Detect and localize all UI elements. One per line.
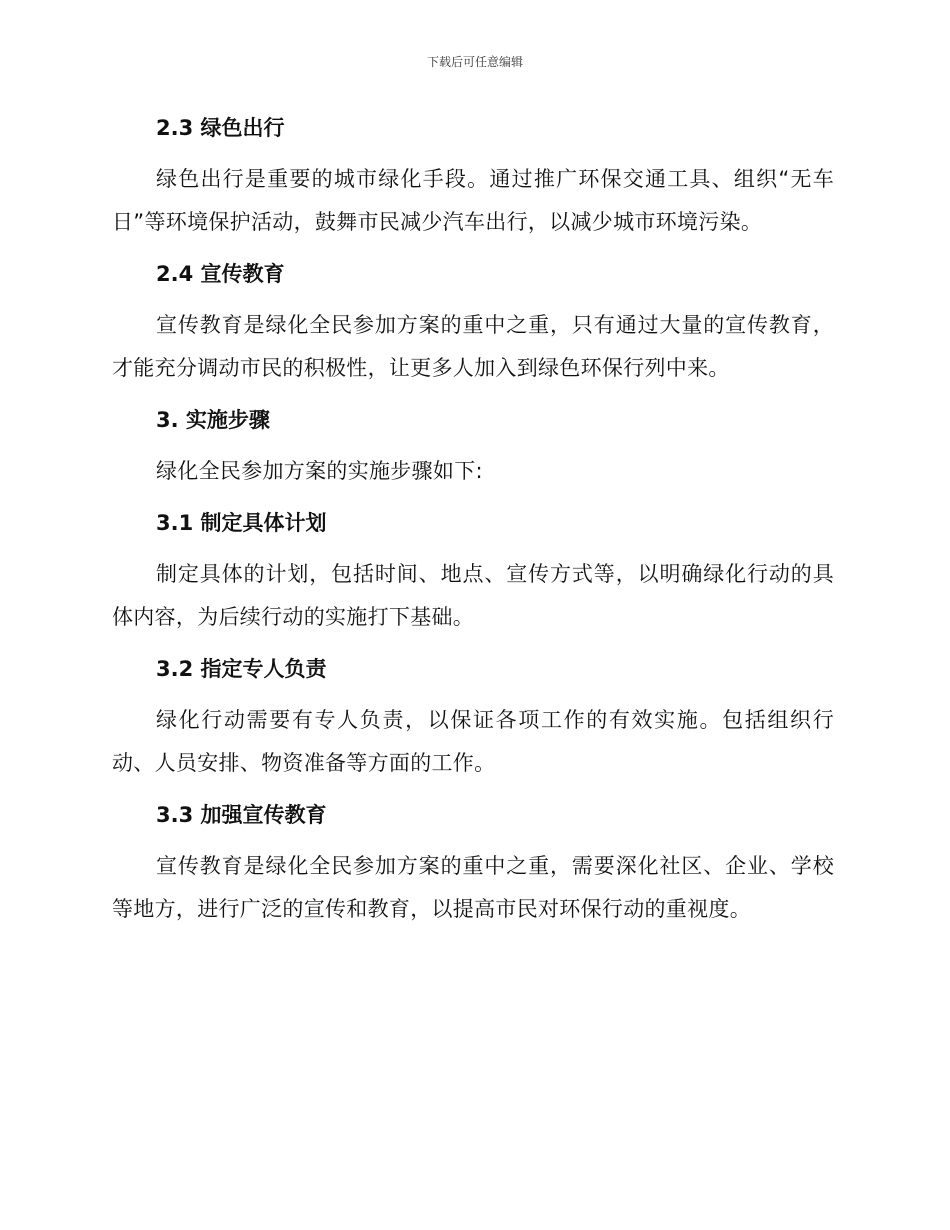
document-body [112, 112, 834, 931]
section-paragraph-3-2: 绿化行动需要有专人负责，以保证各项工作的有效实施。包括组织行动、人员安排、物资准备等方面的工作。 [112, 708, 834, 775]
section-paragraph-2-3: 绿色出行是重要的城市绿化手段。通过推广环保交通工具、组织“无车日”等环境保护活动，鼓舞市民减少汽车出行，以减少城市环境污染。 [112, 167, 834, 234]
section-heading-3-2: 3.2 指定专人负责 [156, 657, 327, 681]
section-paragraph-3-1: 制定具体的计划，包括时间、地点、宣传方式等，以明确绿化行动的具体内容，为后续行动的实施打下基础。 [112, 562, 834, 629]
section-heading-3-1: 3.1 制定具体计划 [156, 511, 327, 535]
section-heading-3: 3. 实施步骤 [156, 408, 270, 432]
header-note: 下载后可任意编辑 [426, 55, 523, 69]
section-paragraph-3: 绿化全民参加方案的实施步骤如下: [156, 459, 483, 483]
section-heading-2-3: 2.3 绿色出行 [156, 116, 285, 140]
section-paragraph-2-4: 宣传教育是绿化全民参加方案的重中之重，只有通过大量的宣传教育，才能充分调动市民的积极性，让更多人加入到绿色环保行列中来。 [112, 313, 834, 380]
section-heading-2-4: 2.4 宣传教育 [156, 262, 285, 286]
section-heading-3-3: 3.3 加强宣传教育 [156, 803, 327, 827]
section-paragraph-3-3: 宣传教育是绿化全民参加方案的重中之重，需要深化社区、企业、学校等地方，进行广泛的宣传和教育，以提高市民对环保行动的重视度。 [112, 854, 834, 921]
